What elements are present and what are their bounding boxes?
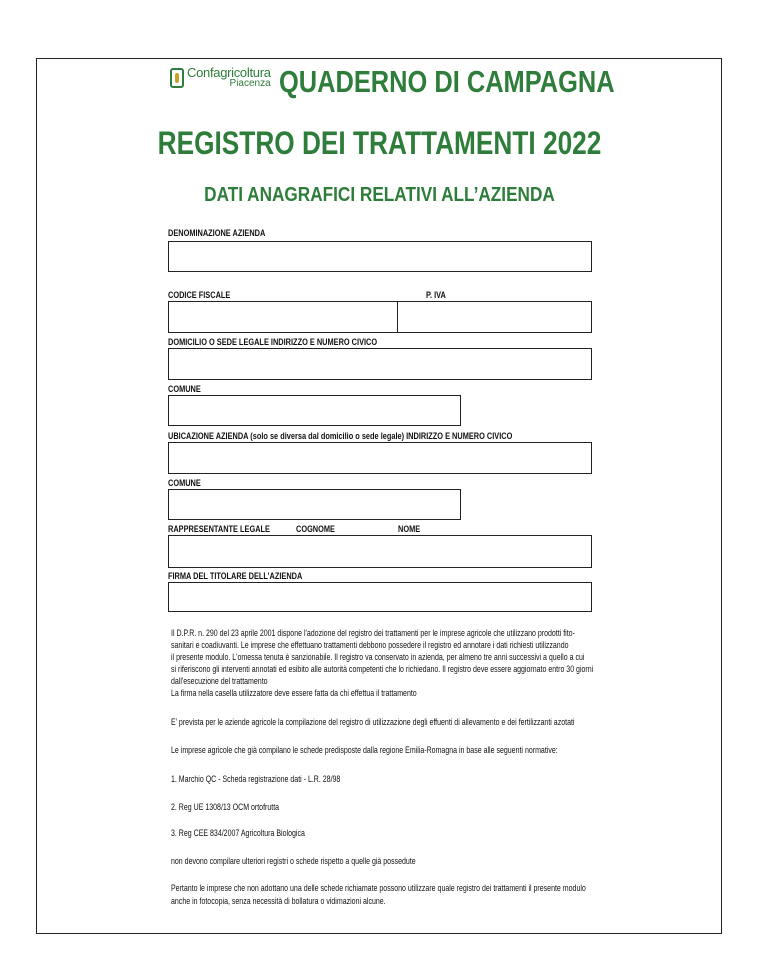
note-line: Pertanto le imprese che non adottano una delle schede richiamate possono utilizzare quale registro dei trattamenti il presente modulo bbox=[171, 883, 586, 893]
comune-field[interactable] bbox=[168, 395, 461, 426]
note-line: Il D.P.R. n. 290 del 23 aprile 2001 dispone l'adozione del registro dei trattamenti per le imprese agricole che utilizzano prodotti fito- bbox=[171, 628, 575, 638]
cognome-label: COGNOME bbox=[296, 524, 335, 534]
norm-item-1: 1. Marchio QC - Scheda registrazione dati - L.R. 28/98 bbox=[171, 774, 341, 784]
logo-subtitle: Piacenza bbox=[229, 78, 271, 89]
note-line: si riferiscono gli interventi annotati ed esibito alle autorità competenti che lo richiedano. Il registro deve essere aggiornato entro 30 giorni bbox=[171, 664, 594, 674]
denominazione-field[interactable] bbox=[168, 241, 592, 272]
note-line: La firma nella casella utilizzatore deve essere fatta da chi effettua il trattamento bbox=[171, 688, 417, 698]
note-line: dall'esecuzione del trattamento bbox=[171, 676, 268, 686]
norm-item-3: 3. Reg CEE 834/2007 Agricoltura Biologica bbox=[171, 828, 305, 838]
nome-label: NOME bbox=[398, 524, 421, 534]
note-line: il presente modulo. L'omessa tenuta è sanzionabile. Il registro va conservato in azienda, per almeno tre anni successivi a quello a cui bbox=[171, 652, 585, 662]
piva-label: P. IVA bbox=[426, 290, 446, 300]
codice-fiscale-label: CODICE FISCALE bbox=[168, 290, 231, 300]
rappresentante-label: RAPPRESENTANTE LEGALE bbox=[168, 524, 270, 534]
note-no-registri: non devono compilare ulteriori registri o schede rispetto a quelle già possedute bbox=[171, 856, 416, 866]
rappresentante-field[interactable] bbox=[168, 535, 592, 568]
section-title: DATI ANAGRAFICI RELATIVI ALL’AZIENDA bbox=[204, 184, 555, 206]
piva-field[interactable] bbox=[397, 301, 592, 333]
comune-label: COMUNE bbox=[168, 384, 201, 394]
note-line: sanitari e coadiuvanti. Le imprese che effettuano trattamenti debbono possedere il registro ed annotare i dati richiesti utilizzando bbox=[171, 640, 569, 650]
comune-ubicazione-field[interactable] bbox=[168, 489, 461, 520]
page-subtitle: REGISTRO DEI TRATTAMENTI 2022 bbox=[157, 125, 602, 161]
wheat-logo-icon bbox=[170, 68, 184, 88]
page-title: QUADERNO DI CAMPAGNA bbox=[279, 64, 615, 99]
ubicazione-field[interactable] bbox=[168, 442, 592, 474]
domicilio-field[interactable] bbox=[168, 348, 592, 380]
domicilio-label: DOMICILIO O SEDE LEGALE INDIRIZZO E NUMERO CIVICO bbox=[168, 337, 378, 347]
note-effluenti: E’ prevista per le aziende agricole la compilazione del registro di utilizzazione degli effuenti di allevamento e dei fertilizzanti azotati bbox=[171, 717, 575, 727]
confagricoltura-logo bbox=[170, 66, 271, 89]
note-regione: Le imprese agricole che già compilano le schede predisposte dalla regione Emilia-Romagna in base alle seguenti normative: bbox=[171, 745, 558, 755]
ubicazione-label: UBICAZIONE AZIENDA (solo se diversa dal domicilio o sede legale) INDIRIZZO E NUMERO CIVICO bbox=[168, 431, 513, 441]
codice-fiscale-field[interactable] bbox=[168, 301, 398, 333]
firma-label: FIRMA DEL TITOLARE DELL’AZIENDA bbox=[168, 571, 303, 581]
denominazione-label: DENOMINAZIONE AZIENDA bbox=[168, 228, 266, 238]
note-line: anche in fotocopia, senza necessità di bollatura o vidimazioni alcune. bbox=[171, 896, 386, 906]
comune-ubicazione-label: COMUNE bbox=[168, 478, 201, 488]
norm-item-2: 2. Reg UE 1308/13 OCM ortofrutta bbox=[171, 802, 280, 812]
firma-field[interactable] bbox=[168, 582, 592, 612]
logo-name: Confagricoltura bbox=[187, 65, 271, 80]
